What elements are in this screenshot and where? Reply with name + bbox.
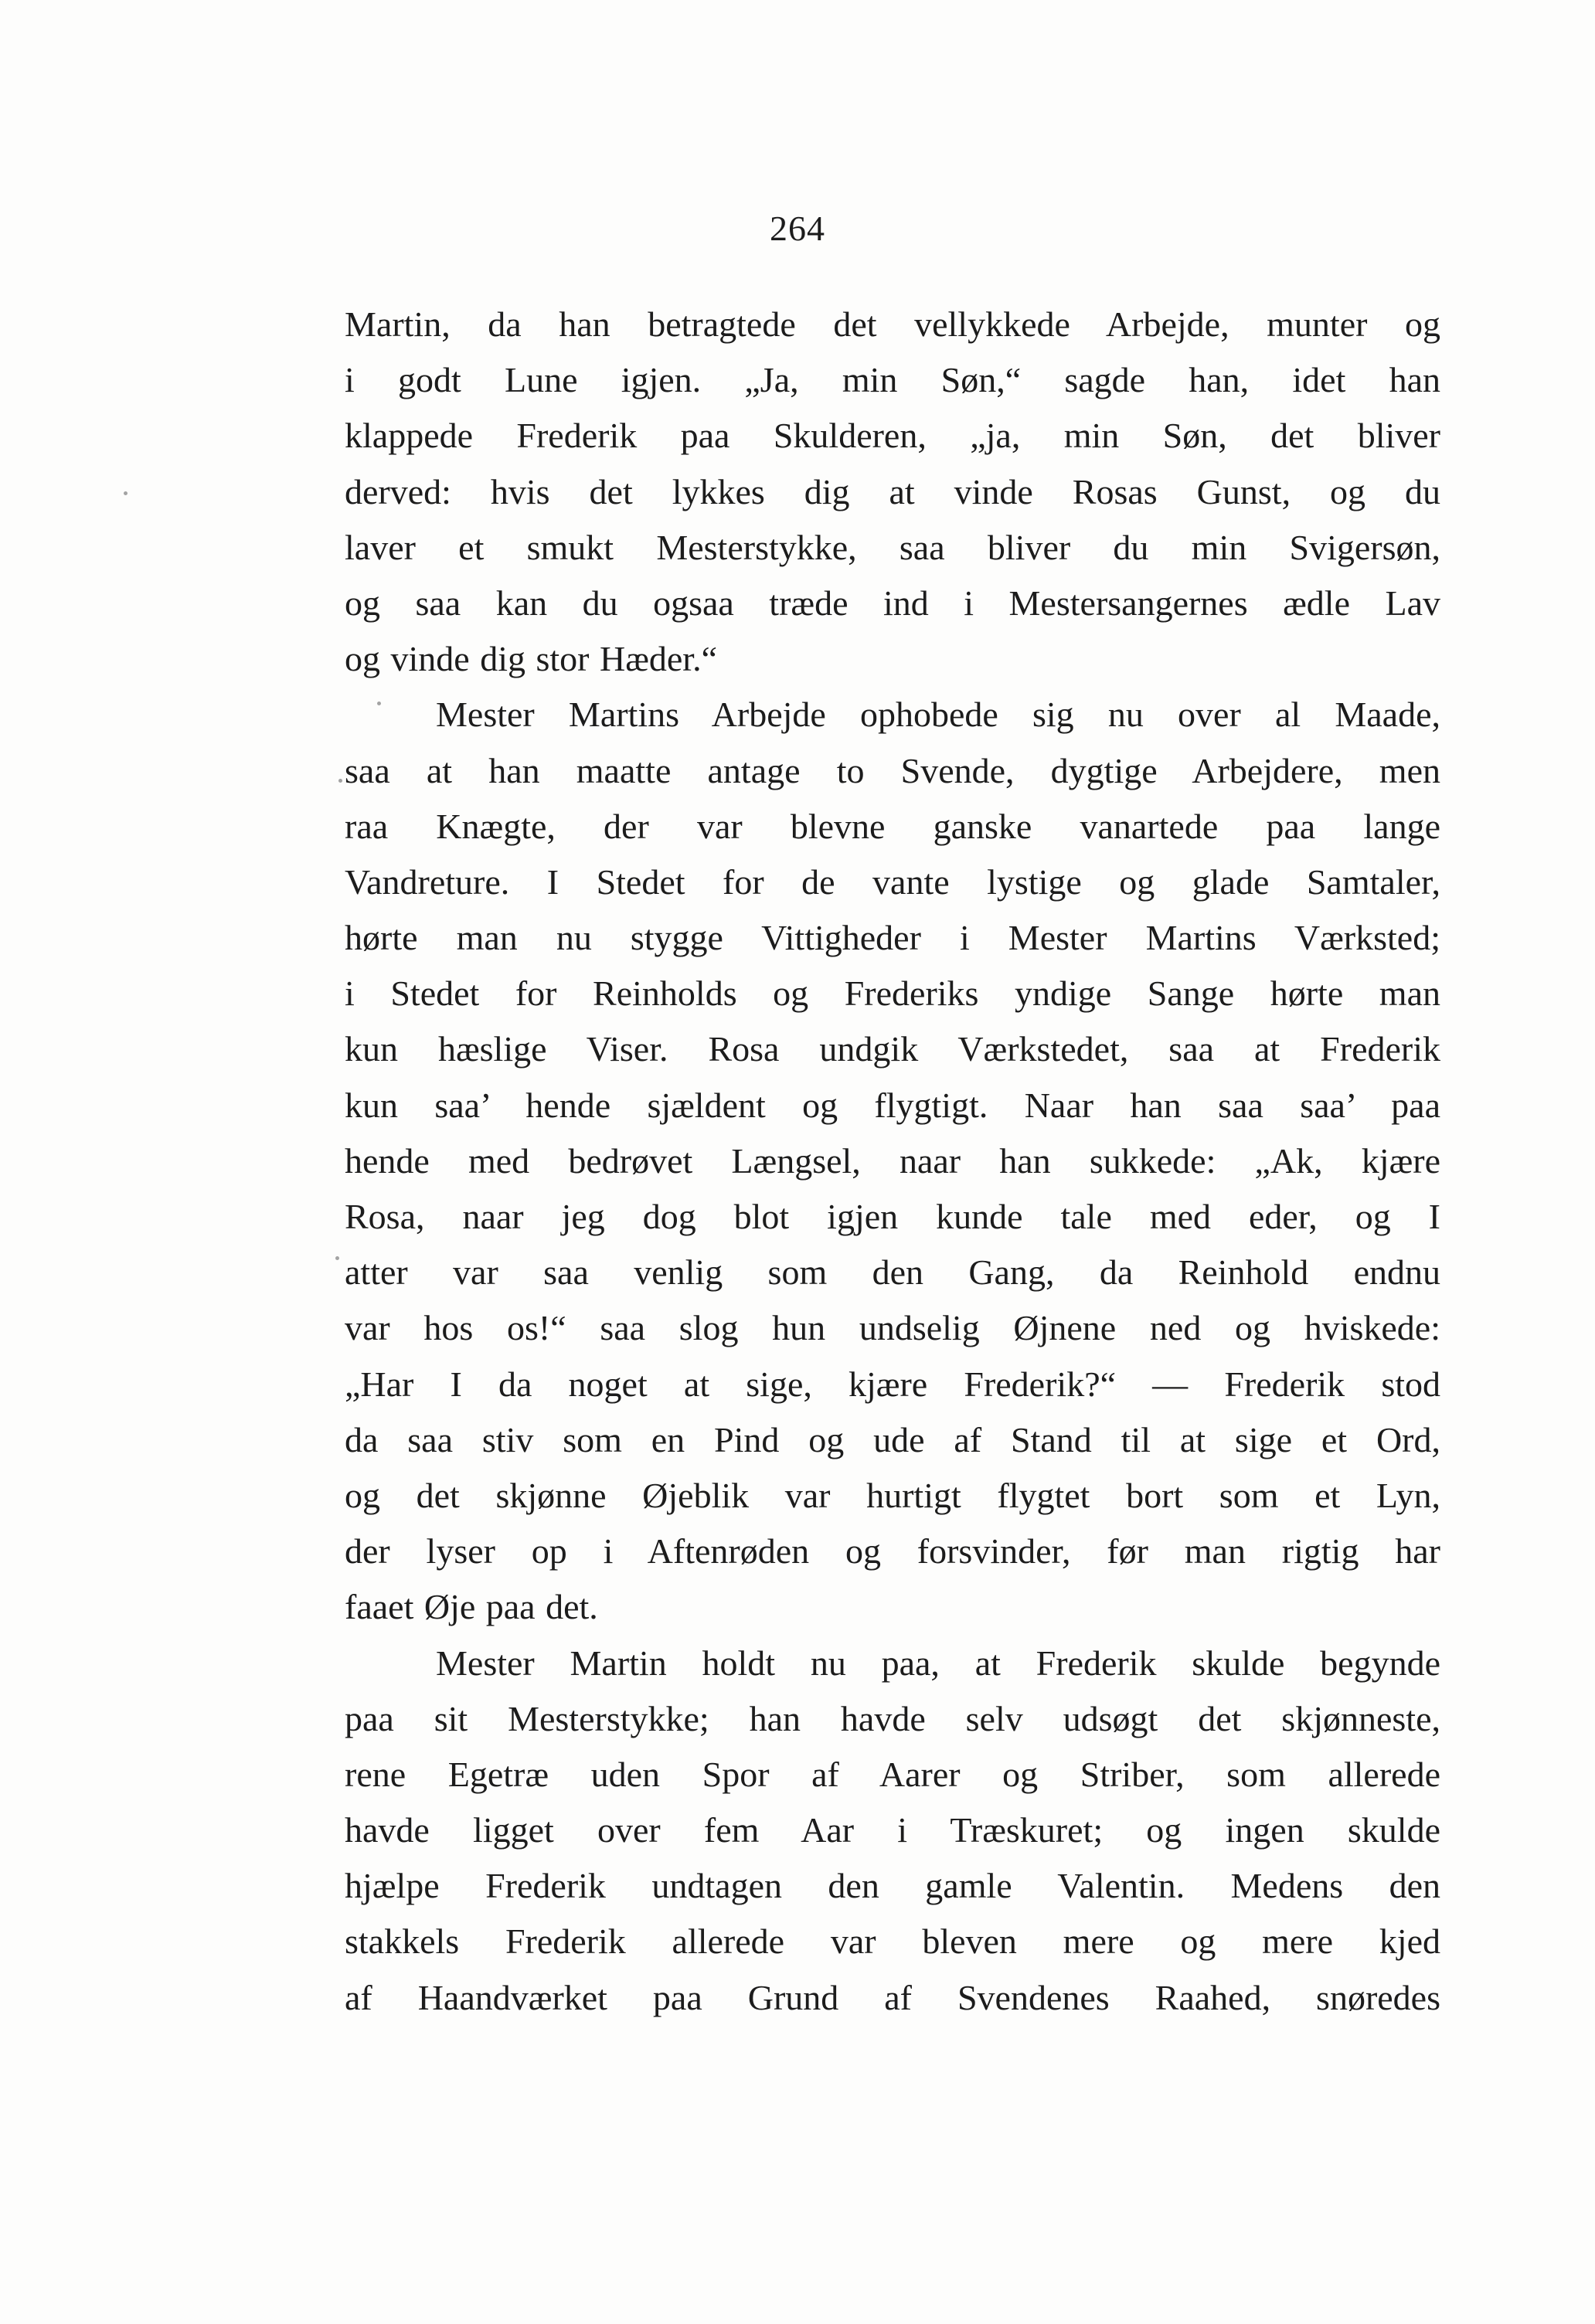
text-line: kun saa’ hende sjældent og flygtigt. Naar han saa saa’ paa: [345, 1085, 1440, 1125]
text-line: hjælpe Frederik undtagen den gamle Valentin. Medens den: [345, 1866, 1440, 1906]
text-line: stakkels Frederik allerede var bleven mere og mere kjed: [345, 1921, 1440, 1962]
text-line: „Har I da noget at sige, kjære Frederik?“ — Frederik stod: [345, 1364, 1440, 1404]
text-line: raa Knægte, der var blevne ganske vanartede paa lange: [345, 806, 1440, 846]
paper-speck: [377, 702, 381, 705]
text-line: i Stedet for Reinholds og Frederiks yndige Sange hørte man: [345, 973, 1440, 1014]
text-line: havde ligget over fem Aar i Træskuret; og ingen skulde: [345, 1810, 1440, 1850]
text-line: Martin, da han betragtede det vellykkede Arbejde, munter og: [345, 304, 1440, 344]
paragraph-first-line: Mester Martin holdt nu paa, at Frederik skulde begynde: [436, 1643, 1440, 1683]
body-text: [345, 297, 1440, 2026]
text-line: Rosa, naar jeg dog blot igjen kunde tale med eder, og I: [345, 1197, 1440, 1236]
text-line: atter var saa venlig som den Gang, da Reinhold endnu: [345, 1252, 1440, 1293]
text-line: derved: hvis det lykkes dig at vinde Rosas Gunst, og du: [345, 471, 1440, 511]
text-line: saa at han maatte antage to Svende, dygtige Arbejdere, men: [345, 750, 1440, 790]
text-line: kun hæslige Viser. Rosa undgik Værkstedet, saa at Frederik: [345, 1029, 1440, 1069]
paper-speck: [335, 1256, 339, 1260]
text-line: var hos os!“ saa slog hun undselig Øjnene ned og hviskede:: [345, 1308, 1440, 1348]
text-line: klappede Frederik paa Skulderen, „ja, min Søn, det bliver: [345, 416, 1440, 456]
text-line: og saa kan du ogsaa træde ind i Mestersangernes ædle Lav: [345, 583, 1440, 623]
text-line: faaet Øje paa det.: [345, 1587, 598, 1627]
text-line: og vinde dig stor Hæder.“: [345, 639, 717, 679]
paper-speck: [338, 779, 342, 783]
text-line: laver et smukt Mesterstykke, saa bliver du min Svigersøn,: [345, 527, 1440, 567]
text-line: og det skjønne Øjeblik var hurtigt flygtet bort som et Lyn,: [345, 1475, 1440, 1515]
text-line: rene Egetræ uden Spor af Aarer og Striber, som allerede: [345, 1754, 1440, 1794]
page-number: 264: [770, 209, 825, 248]
text-line: af Haandværket paa Grund af Svendenes Raahed, snøredes: [345, 1977, 1440, 2017]
text-line: hende med bedrøvet Længsel, naar han sukkede: „Ak, kjære: [345, 1140, 1440, 1181]
text-line: i godt Lune igjen. „Ja, min Søn,“ sagde han, idet han: [345, 360, 1440, 400]
paragraph-first-line: Mester Martins Arbejde ophobede sig nu over al Maade,: [436, 695, 1440, 735]
paper-speck: [124, 491, 128, 495]
text-line: paa sit Mesterstykke; han havde selv udsøgt det skjønneste,: [345, 1698, 1440, 1738]
text-line: hørte man nu stygge Vittigheder i Mester Martins Værksted;: [345, 918, 1440, 958]
text-line: Vandreture. I Stedet for de vante lystige og glade Samtaler,: [345, 861, 1440, 902]
text-line: da saa stiv som en Pind og ude af Stand til at sige et Ord,: [345, 1419, 1440, 1459]
text-line: der lyser op i Aftenrøden og forsvinder, før man rigtig har: [345, 1531, 1440, 1571]
